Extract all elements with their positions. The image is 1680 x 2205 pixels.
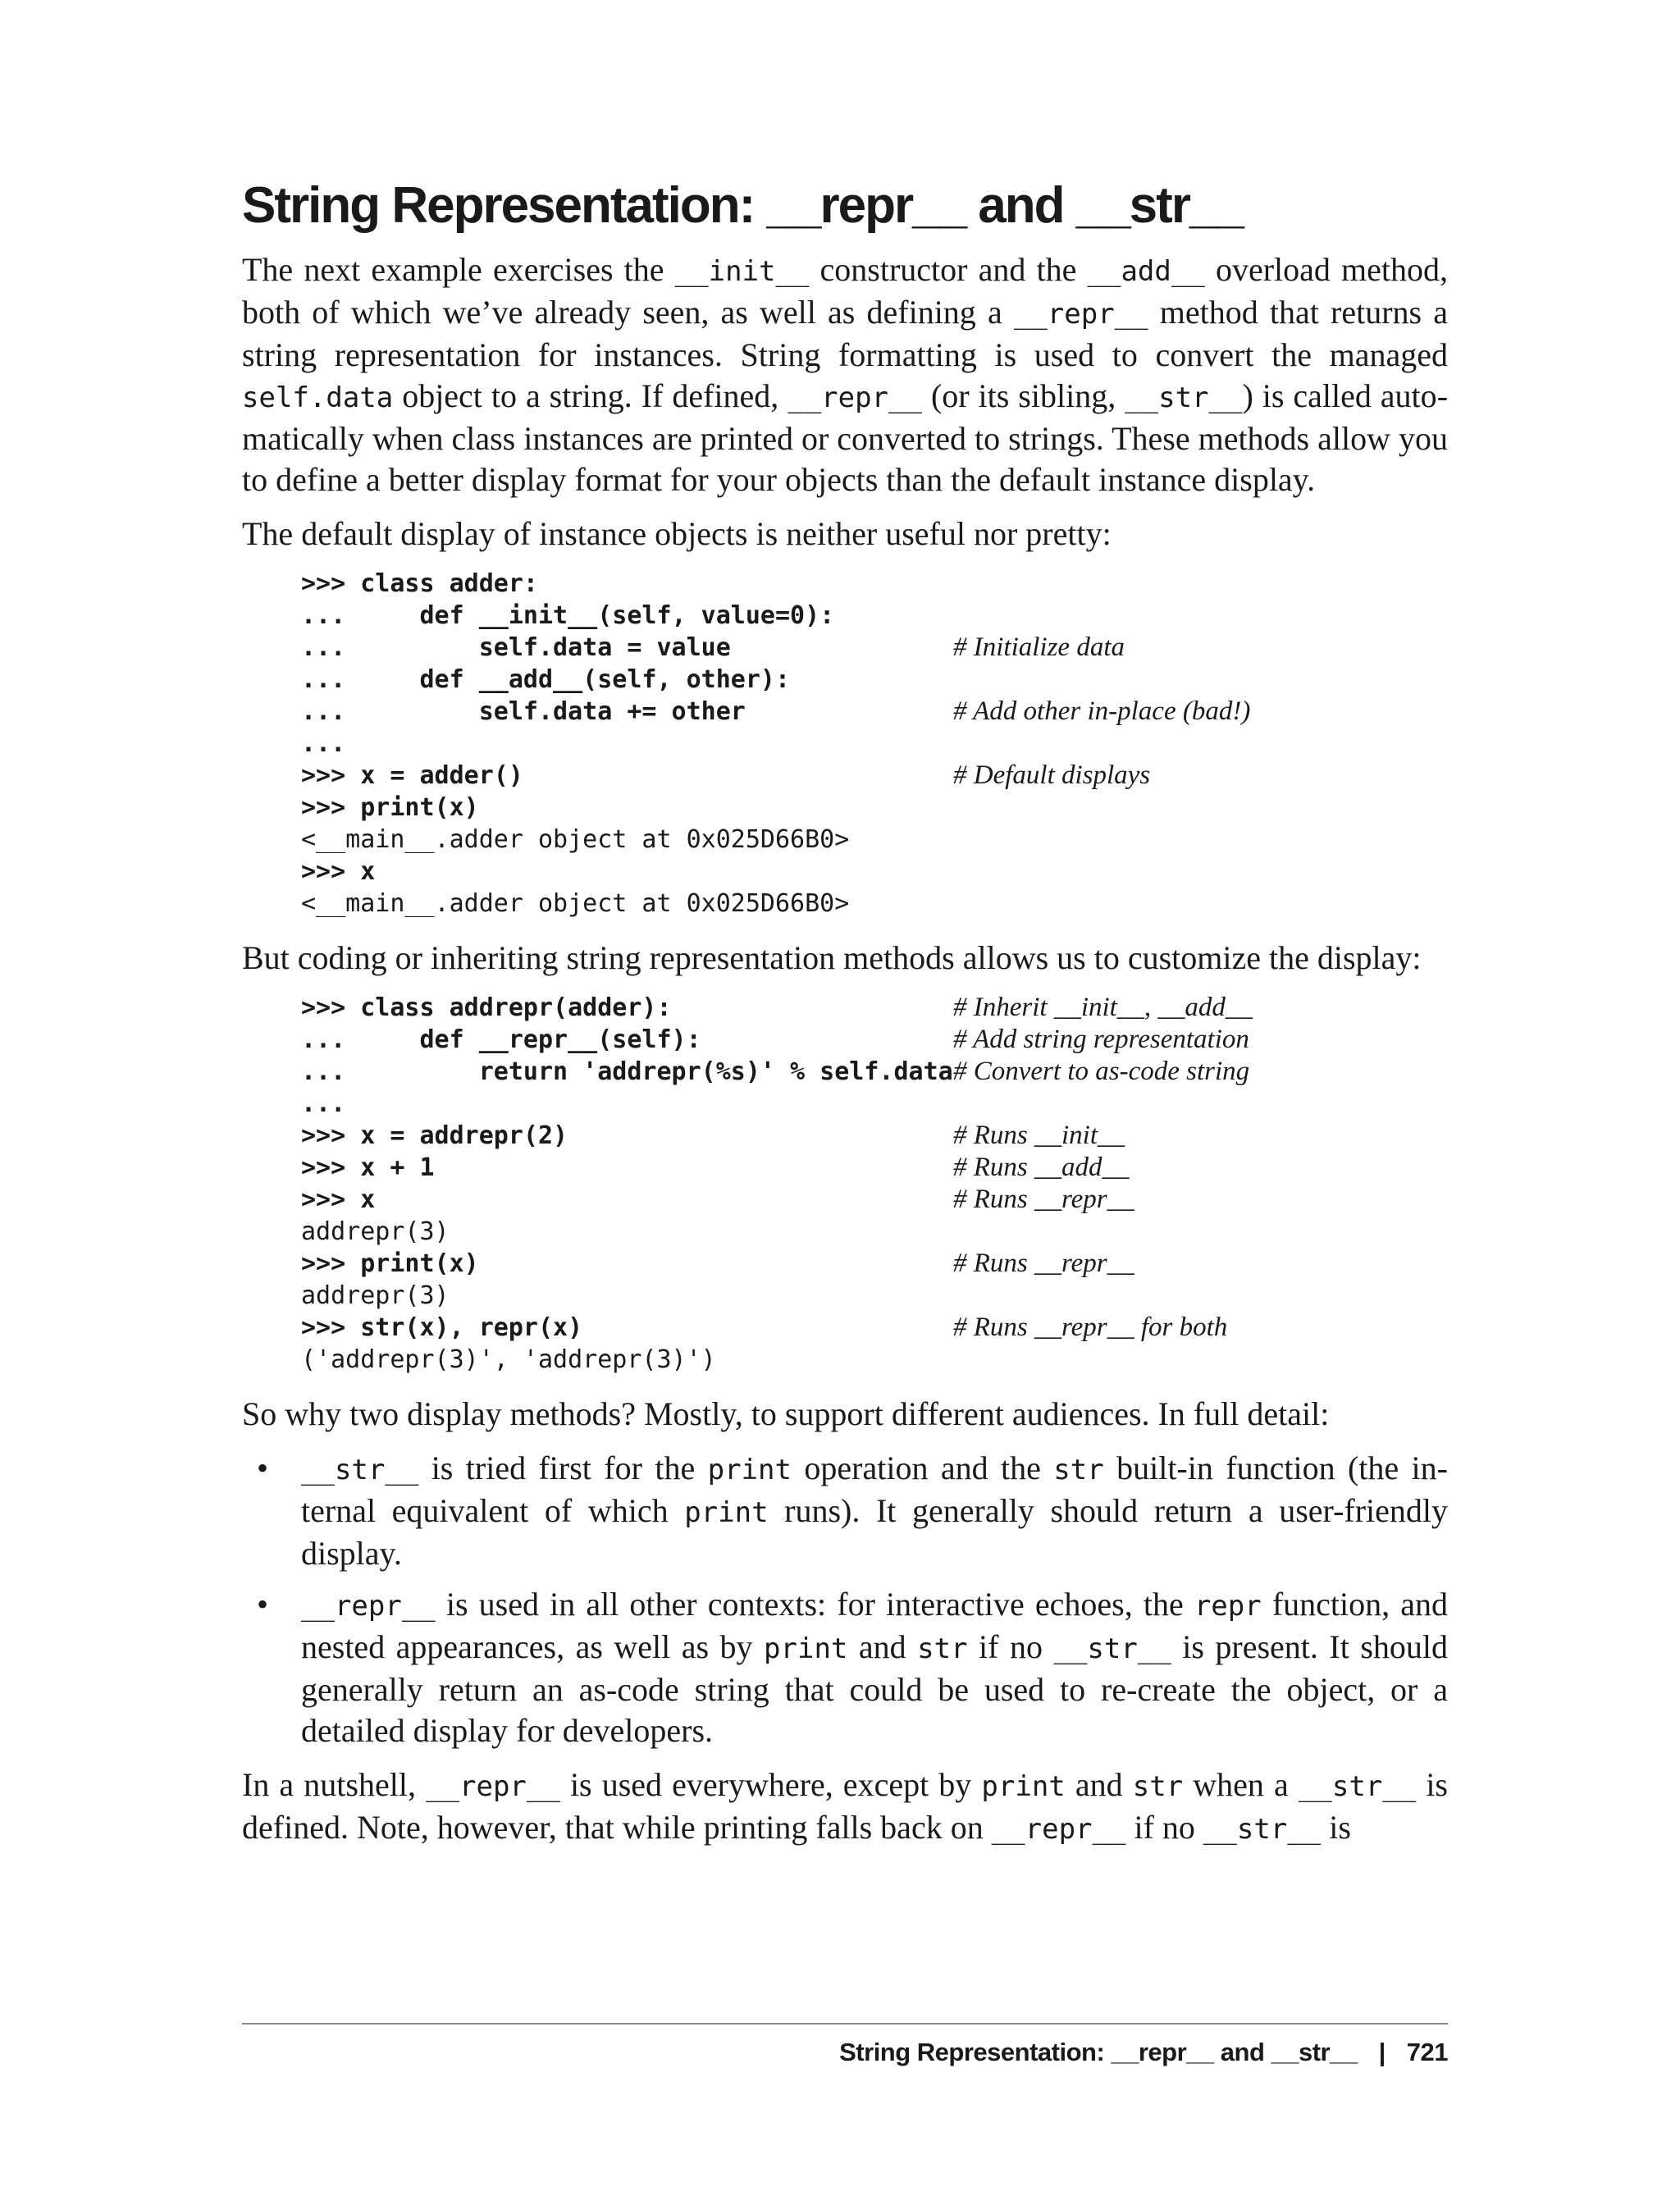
text-run: is present. It should generally return an as-code string that could be used to re-create the object, or a detailed display for developers. xyxy=(301,1628,1448,1750)
page-body xyxy=(242,176,1448,1863)
inline-code: print xyxy=(707,1454,792,1487)
list-item-text xyxy=(301,1449,1448,1572)
text-run: (or its sibling, xyxy=(921,377,1125,415)
text-run: The next example exercises the xyxy=(242,251,675,289)
code-comment: # Runs __repr__ xyxy=(953,1185,1134,1215)
code-line xyxy=(301,824,1448,856)
code-line xyxy=(301,1248,1448,1280)
text-run: function, and nested appearances, as well as by xyxy=(301,1586,1448,1666)
bullet-icon: • xyxy=(257,1586,269,1623)
code-line xyxy=(301,1024,1448,1056)
nutshell-paragraph xyxy=(242,1764,1448,1850)
text-run: and xyxy=(847,1628,918,1666)
text-run: is xyxy=(1321,1809,1351,1847)
code-line xyxy=(301,1280,1448,1312)
inline-code: __repr__ xyxy=(788,381,922,415)
section-heading: String Representation: __repr__ and __str__ xyxy=(242,177,1243,234)
text-run: object to a string. If defined, xyxy=(393,377,788,415)
code-input: >>> print(x) xyxy=(301,1249,479,1279)
inline-code: repr xyxy=(1194,1590,1262,1623)
code-input: >>> str(x), repr(x) xyxy=(301,1313,583,1343)
bullet-icon: • xyxy=(257,1449,269,1487)
text-run: operation and the xyxy=(791,1449,1054,1487)
code-line xyxy=(301,1184,1448,1216)
code-comment: # Default displays xyxy=(953,760,1151,791)
text-run: if no xyxy=(1125,1809,1203,1847)
code-line xyxy=(301,1216,1448,1248)
text-run: is used in all other contexts: for interactive echoes, the xyxy=(435,1586,1194,1623)
text-run: built-in function (the internal equivalent of which xyxy=(301,1449,1448,1530)
coding-paragraph: But coding or inheriting string representation methods allows us to customize the display: xyxy=(242,939,1422,977)
code-input: ... self.data = value xyxy=(301,633,731,663)
code-line xyxy=(301,1344,1448,1376)
footer-divider xyxy=(242,2023,1448,2025)
inline-code: __str__ xyxy=(1125,381,1243,415)
inline-code: str xyxy=(917,1632,968,1666)
code-input: >>> x = addrepr(2) xyxy=(301,1121,568,1151)
code-line xyxy=(301,792,1448,824)
inline-code: str xyxy=(1053,1454,1104,1487)
code-line xyxy=(301,1152,1448,1184)
code-input: >>> class adder: xyxy=(301,569,538,599)
code-output: ('addrepr(3)', 'addrepr(3)') xyxy=(301,1345,716,1375)
running-title: String Representation: __repr__ and __str__ xyxy=(839,2038,1358,2066)
code-line xyxy=(301,888,1448,920)
code-input: ... def __repr__(self): xyxy=(301,1025,701,1055)
code-example-default-display xyxy=(301,568,1448,920)
code-line xyxy=(301,992,1448,1024)
code-comment: # Runs __repr__ xyxy=(953,1249,1134,1279)
list-item-text xyxy=(301,1586,1448,1749)
inline-code: __str__ xyxy=(301,1454,419,1487)
text-run: ) is called automatically when class instances are printed or converted to strings. These methods allow you to define a better display format for your objects than the default instance display. xyxy=(242,377,1449,499)
code-input: ... self.data += other xyxy=(301,697,746,727)
text-run: is tried first for the xyxy=(418,1449,708,1487)
inline-code: __add__ xyxy=(1087,255,1205,289)
inline-code: __repr__ xyxy=(991,1813,1126,1847)
inline-code: __repr__ xyxy=(426,1770,560,1804)
code-line xyxy=(301,1056,1448,1088)
code-output: <__main__.adder object at 0x025D66B0> xyxy=(301,889,850,919)
why-two-methods-paragraph: So why two display methods? Mostly, to support different audiences. In full detail: xyxy=(242,1395,1330,1433)
code-comment: # Add string representation xyxy=(953,1025,1249,1055)
text-run: runs). It generally should return a user-friendly display. xyxy=(301,1492,1449,1573)
code-comment: # Convert to as-code string xyxy=(953,1057,1250,1087)
code-line xyxy=(301,1088,1448,1120)
text-run: In a nutshell, xyxy=(242,1766,427,1804)
code-output: addrepr(3) xyxy=(301,1281,450,1311)
list-item-str xyxy=(242,1448,1448,1574)
code-input: >>> x = adder() xyxy=(301,761,523,791)
code-line xyxy=(301,728,1448,760)
footer-separator: | xyxy=(1378,2038,1386,2066)
list-item-repr xyxy=(242,1584,1448,1751)
code-output: <__main__.adder object at 0x025D66B0> xyxy=(301,825,850,855)
text-run: is defined. Note, however, that while printing falls back on xyxy=(242,1766,1448,1847)
inline-code: print xyxy=(684,1496,769,1530)
inline-code: print xyxy=(981,1770,1066,1804)
code-input: >>> print(x) xyxy=(301,793,479,823)
text-run: overload method, both of which we’ve already seen, as well as defining a xyxy=(242,251,1448,331)
intro-paragraph xyxy=(242,249,1448,500)
inline-code: str xyxy=(1132,1770,1184,1804)
code-comment: # Initialize data xyxy=(953,632,1125,663)
page-number: 721 xyxy=(1406,2038,1448,2066)
code-input: ... def __init__(self, value=0): xyxy=(301,601,835,631)
code-input: >>> x xyxy=(301,1185,376,1215)
text-run: when a xyxy=(1183,1766,1299,1804)
code-line xyxy=(301,1312,1448,1344)
code-output: addrepr(3) xyxy=(301,1217,450,1247)
code-example-addrepr xyxy=(301,992,1448,1376)
code-input: ... def __add__(self, other): xyxy=(301,665,791,695)
code-input: ... xyxy=(301,729,346,759)
code-line xyxy=(301,632,1448,664)
code-input: >>> x + 1 xyxy=(301,1153,435,1183)
code-line xyxy=(301,568,1448,600)
code-line xyxy=(301,856,1448,888)
text-run: method that returns a string representation for instances. String formatting is used to convert the managed xyxy=(242,294,1449,374)
code-comment: # Runs __add__ xyxy=(953,1153,1130,1183)
inline-code: __str__ xyxy=(1298,1770,1417,1804)
text-run: and xyxy=(1065,1766,1133,1804)
inline-code: print xyxy=(764,1632,848,1666)
code-line xyxy=(301,664,1448,696)
text-run: is used everywhere, except by xyxy=(559,1766,982,1804)
inline-code: __repr__ xyxy=(1013,298,1148,331)
code-line xyxy=(301,1120,1448,1152)
code-input: >>> class addrepr(adder): xyxy=(301,993,672,1023)
code-line xyxy=(301,760,1448,792)
inline-code: self.data xyxy=(242,381,394,415)
page-footer xyxy=(839,2038,1448,2067)
code-comment: # Inherit __init__, __add__ xyxy=(953,993,1253,1023)
inline-code: __init__ xyxy=(674,255,810,289)
inline-code: __str__ xyxy=(1203,1813,1322,1847)
code-input: ... xyxy=(301,1089,346,1119)
code-comment: # Runs __repr__ for both xyxy=(953,1312,1228,1343)
code-input: >>> x xyxy=(301,857,376,887)
code-comment: # Runs __init__ xyxy=(953,1121,1125,1151)
inline-code: __repr__ xyxy=(301,1590,436,1623)
code-comment: # Add other in-place (bad!) xyxy=(953,696,1251,727)
text-run: constructor and the xyxy=(809,251,1088,289)
inline-code: __str__ xyxy=(1053,1632,1171,1666)
code-line xyxy=(301,600,1448,632)
code-line xyxy=(301,696,1448,728)
text-run: if no xyxy=(967,1628,1054,1666)
code-input: ... return 'addrepr(%s)' % self.data xyxy=(301,1057,953,1087)
display-methods-list xyxy=(242,1448,1448,1751)
default-display-paragraph: The default display of instance objects is neither useful nor pretty: xyxy=(242,515,1112,553)
